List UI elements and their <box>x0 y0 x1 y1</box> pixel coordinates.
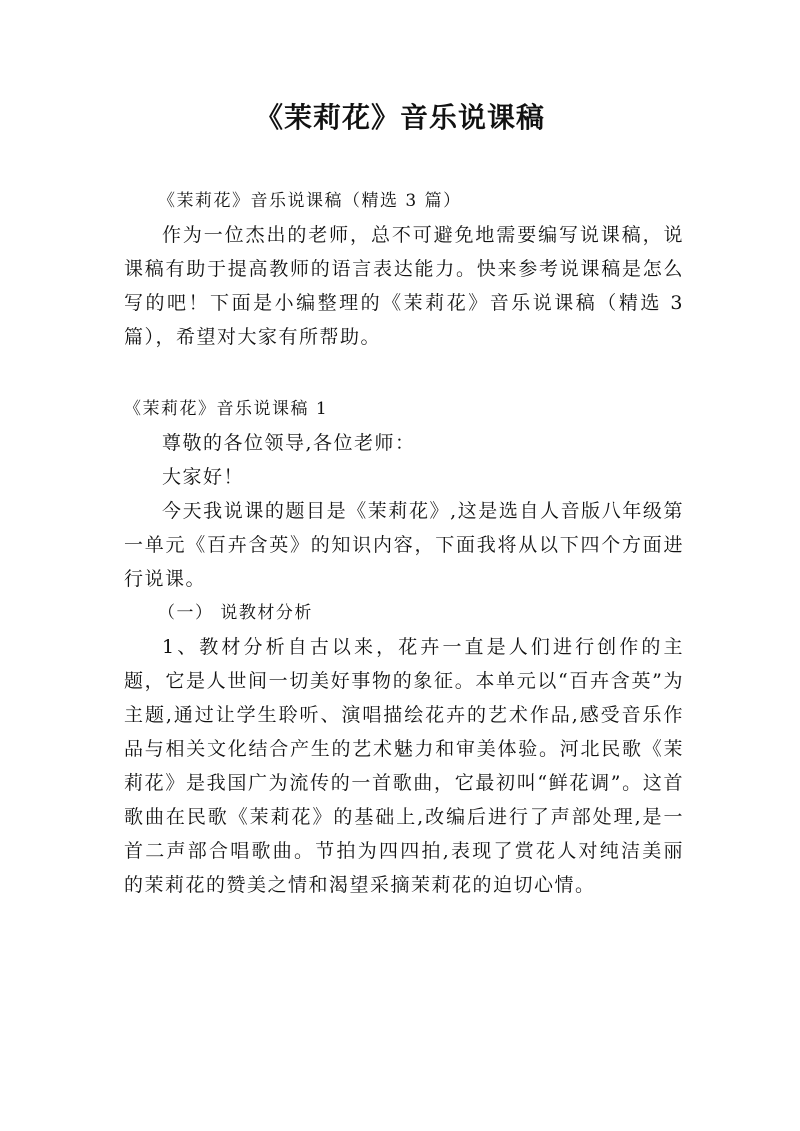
topic-paragraph: 今天我说课的题目是《茉莉花》,这是选自人音版八年级第一单元《百卉含英》的知识内容，下面我将从以下四个方面进行说课。 <box>124 500 684 590</box>
section-heading-1: 《茉莉花》音乐说课稿 1 <box>124 399 329 419</box>
intro-paragraph: 作为一位杰出的老师，总不可避免地需要编写说课稿，说课稿有助于提高教师的语言表达能力。快来参考说课稿是怎么写的吧！下面是小编整理的《茉莉花》音乐说课稿（精选 3 篇），希望对大家有所帮助。 <box>124 224 684 348</box>
greeting-line: 尊敬的各位领导,各位老师： <box>162 432 416 454</box>
subtitle-line: 《茉莉花》音乐说课稿（精选 3 篇） <box>158 191 462 211</box>
part-heading: （一） 说教材分析 <box>158 603 313 623</box>
paragraph-spacer <box>124 354 684 392</box>
document-body <box>124 184 684 902</box>
analysis-paragraph: 1、教材分析自古以来，花卉一直是人们进行创作的主题，它是人世间一切美好事物的象征。本单元以“百卉含英”为主题,通过让学生聆听、演唱描绘花卉的艺术作品,感受音乐作品与相关文化结合产生的艺术魅力和审美体验。河北民歌《茉莉花》是我国广为流传的一首歌曲，它最初叫“鲜花调”。这首歌曲在民歌《茉莉花》的基础上,改编后进行了声部处理,是一首二声部合唱歌曲。节拍为四四拍,表现了赏花人对纯洁美丽的茉莉花的赞美之情和渴望采摘茉莉花的迫切心情。 <box>124 636 684 896</box>
document-title: 《茉莉花》音乐说课稿 <box>254 101 545 134</box>
hello-line: 大家好！ <box>162 466 245 488</box>
